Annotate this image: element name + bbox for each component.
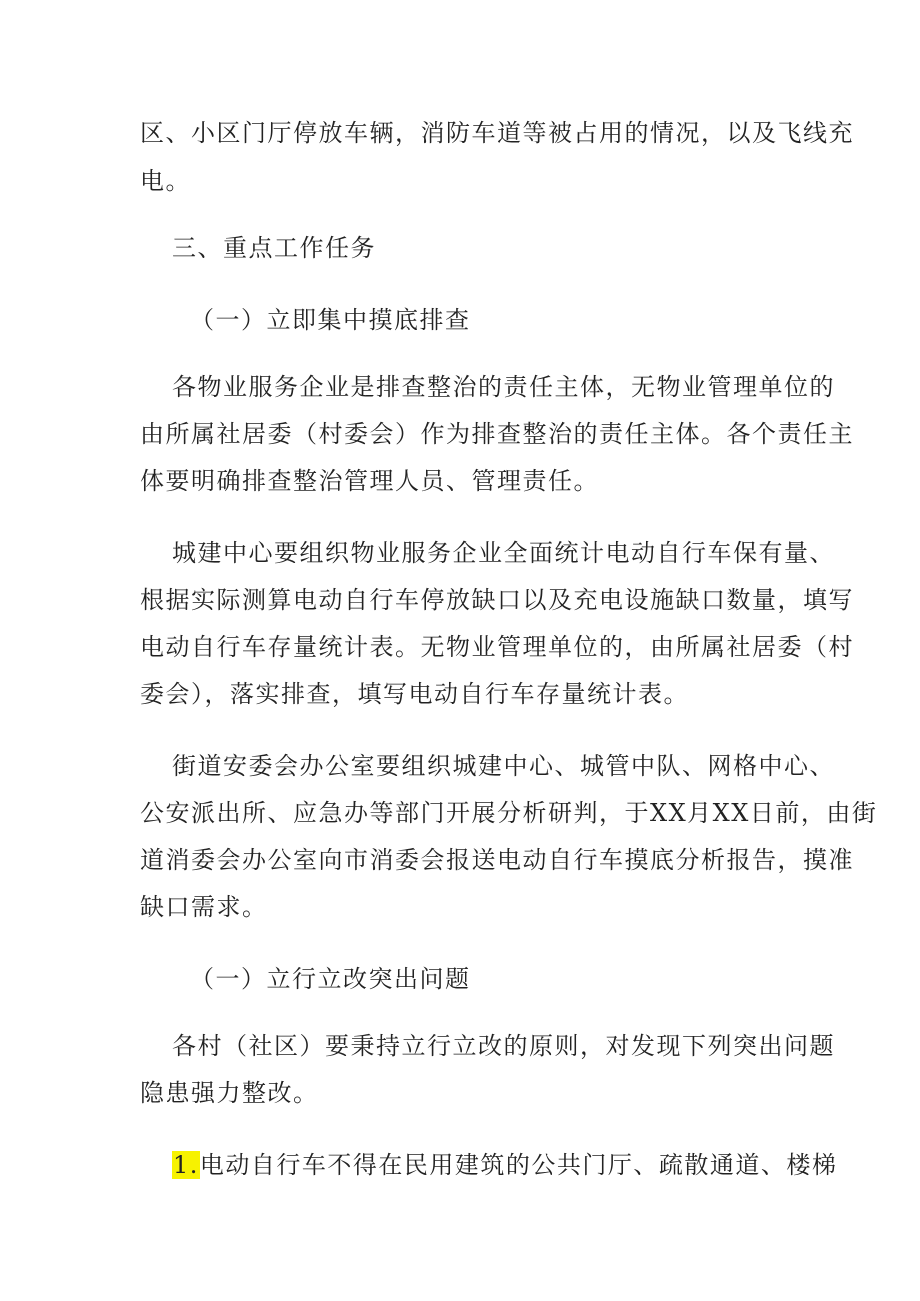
- list-item: [172, 1150, 838, 1180]
- body-text-line: 根据实际测算电动自行车停放缺口以及充电设施缺口数量，填写: [140, 586, 854, 614]
- body-text-line: 电动自行车存量统计表。无物业管理单位的，由所属社居委（村: [140, 633, 854, 661]
- subsection-heading: （一）立行立改突出问题: [190, 965, 471, 993]
- body-text-line: 体要明确排查整治管理人员、管理责任。: [140, 467, 599, 495]
- body-text-line: 道消委会办公室向市消委会报送电动自行车摸底分析报告，摸准: [140, 846, 854, 874]
- list-item-text: 电动自行车不得在民用建筑的公共门厅、疏散通道、楼梯: [199, 1151, 838, 1179]
- highlighted-item-number: 1.: [173, 1151, 199, 1179]
- subsection-heading: （一）立即集中摸底排查: [190, 306, 471, 334]
- body-text-line: 各物业服务企业是排查整治的责任主体，无物业管理单位的: [172, 373, 835, 401]
- body-text-line: 委会），落实排查，填写电动自行车存量统计表。: [140, 680, 689, 708]
- body-text-line: 公安派出所、应急办等部门开展分析研判，于XX月XX日前，由街: [140, 799, 878, 827]
- body-text-line: 隐患强力整改。: [140, 1079, 319, 1107]
- body-text-line: 各村（社区）要秉持立行立改的原则，对发现下列突出问题: [172, 1032, 835, 1060]
- body-text-line: 街道安委会办公室要组织城建中心、城管中队、网格中心、: [172, 752, 835, 780]
- body-text-line: 缺口需求。: [140, 893, 268, 921]
- body-text-line: 由所属社居委（村委会）作为排查整治的责任主体。各个责任主: [140, 420, 854, 448]
- section-heading: 三、重点工作任务: [172, 234, 376, 262]
- body-text-line: 城建中心要组织物业服务企业全面统计电动自行车保有量、: [172, 539, 835, 567]
- body-text-line: 区、小区门厅停放车辆，消防车道等被占用的情况，以及飞线充: [140, 119, 854, 147]
- body-text-line: 电。: [140, 167, 191, 195]
